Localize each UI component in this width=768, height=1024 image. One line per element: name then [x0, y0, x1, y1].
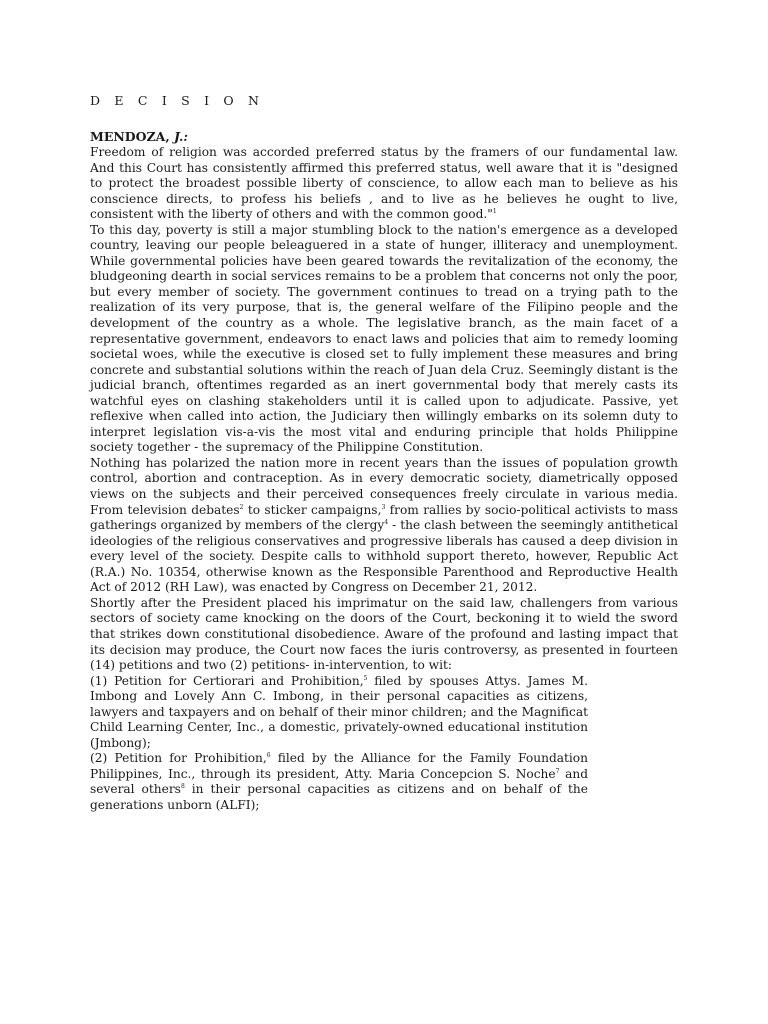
- list-item-petition-1: (1) Petition for Certiorari and Prohibition,$^5$ filed by spouses Attys. James M. Imbong and Lovely Ann C. Imbong, in their personal capacities as citizens, lawyers and taxpayers and on behalf of their minor children; and the Magnificat Child Learning Center, Inc., a domestic, privately-owned educational institution (Jmbong);: [90, 673, 588, 750]
- ponente-suffix: J.:: [174, 129, 188, 144]
- ponente-name: MENDOZA,: [90, 129, 175, 144]
- footnote-ref[interactable]: 2: [239, 503, 244, 511]
- ponente-line: [90, 129, 678, 145]
- paragraph-petitions-intro: Shortly after the President placed his imprimatur on the said law, challengers from various sectors of society came knocking on the doors of the Court, beckoning it to wield the sword that strikes down constitutional disobedience. Aware of the profound and lasting impact that its decision may produce, the Court now faces the iuris controversy, as presented in fourteen (14) petitions and two (2) petitions- in-intervention, to wit:: [90, 595, 678, 673]
- paragraph-freedom-of-religion: Freedom of religion was accorded preferred status by the framers of our fundamental law. And this Court has consistently affirmed this preferred status, well aware that it is "designed to protect the broadest possible liberty of conscience, to allow each man to believe as his conscience directs, to profess his beliefs , and to live as he believes he ought to live, consistent with the liberty of others and with the common good."$^1$: [90, 145, 678, 222]
- footnote-ref[interactable]: 3: [381, 503, 386, 511]
- list-item-petition-2: (2) Petition for Prohibition,$^6$ filed by the Alliance for the Family Foundation Philippines, Inc., through its president, Atty. Maria Concepcion S. Noche$^7$ and several others$^8$ in their personal capacities as citizens and on behalf of the generations unborn (ALFI);: [90, 751, 588, 812]
- footnote-ref[interactable]: 4: [384, 519, 389, 527]
- decision-heading: D E C I S I O N: [90, 93, 265, 108]
- footnote-ref[interactable]: 1: [492, 208, 497, 216]
- footnote-ref[interactable]: 5: [363, 674, 368, 682]
- decision-document: [90, 93, 678, 814]
- paragraph-poverty: To this day, poverty is still a major stumbling block to the nation's emergence as a developed country, leaving our people beleaguered in a state of hunger, illiteracy and unemployment. While governmental policies have been geared towards the revitalization of the economy, the bludgeoning dearth in social services remains to be a problem that concerns not only the poor, but every member of society. The government continues to tread on a trying path to the realization of its very purpose, that is, the general welfare of the Filipino people and the development of the country as a whole. The legislative branch, as the main facet of a representative government, endeavors to enact laws and policies that aim to remedy looming societal woes, while the executive is closed set to fully implement these measures and bring concrete and substantial solutions within the reach of Juan dela Cruz. Seemingly distant is the judicial branch, oftentimes regarded as an inert governmental body that merely casts its watchful eyes on clashing stakeholders until it is called upon to adjudicate. Passive, yet reflexive when called into action, the Judiciary then willingly embarks on its solemn duty to interpret legislation vis-a-vis the most vital and enduring principle that holds Philippine society together - the supremacy of the Philippine Constitution.: [90, 222, 678, 455]
- paragraph-polarized-nation: Nothing has polarized the nation more in recent years than the issues of population growth control, abortion and contraception. As in every democratic society, diametrically opposed views on the subjects and their perceived consequences freely circulate in various media. From television debates$^2$ to sticker campaigns,$^3$ from rallies by socio-political activists to mass gatherings organized by members of the clergy$^4$ - the clash between the seemingly antithetical ideologies of the religious conservatives and progressive liberals has caused a deep division in every level of the society. Despite calls to withhold support thereto, however, Republic Act (R.A.) No. 10354, otherwise known as the Responsible Parenthood and Reproductive Health Act of 2012 (RH Law), was enacted by Congress on December 21, 2012.: [90, 455, 678, 595]
- footnote-ref[interactable]: 6: [266, 752, 271, 760]
- footnote-ref[interactable]: 8: [180, 783, 185, 791]
- footnote-ref[interactable]: 7: [555, 767, 560, 775]
